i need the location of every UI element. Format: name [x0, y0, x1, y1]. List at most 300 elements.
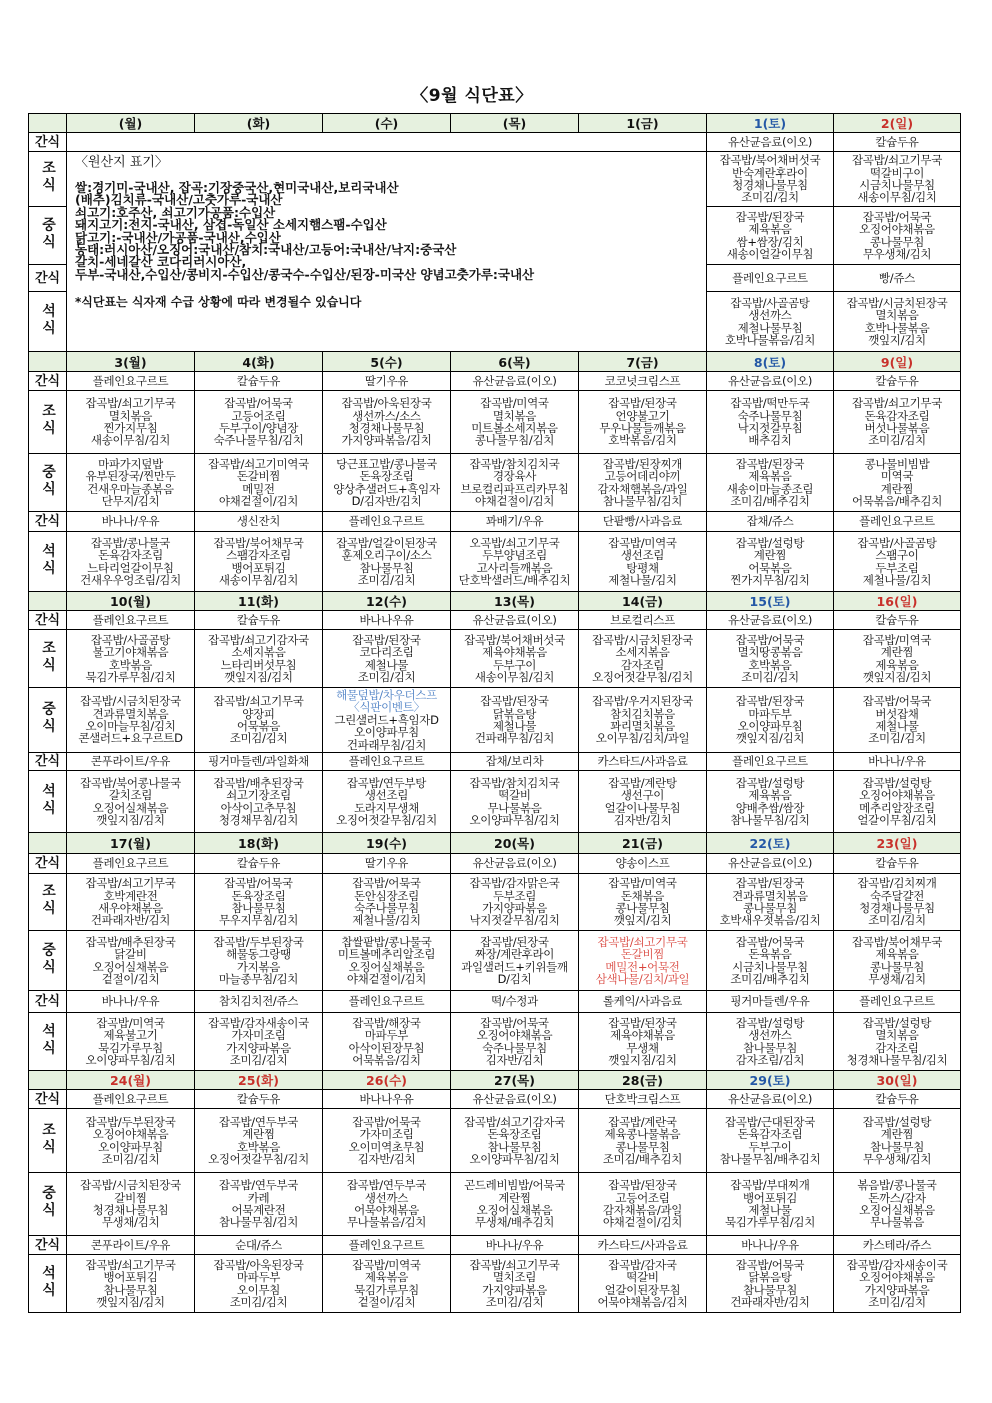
snack-cell	[67, 372, 195, 391]
menu-item: 호박나물볶음	[864, 320, 930, 335]
menu-item: 딸기우유	[364, 373, 409, 388]
menu-item: 콩나물무침	[869, 234, 925, 249]
menu-item: 새송이무침/김치	[857, 190, 937, 205]
menu-item: 뱅어포튀김	[103, 1270, 158, 1285]
dinner-cell	[834, 771, 961, 833]
day-label: 5(수)	[370, 354, 403, 370]
menu-item: 곤드레비빔밥/어묵국	[464, 1178, 565, 1193]
menu-item: 제육볶음	[748, 222, 792, 237]
menu-item: 스팸구이	[875, 548, 919, 563]
menu-item: 콩나물무침	[869, 959, 925, 974]
menu-item: 조미김/김치	[101, 1151, 160, 1166]
lunch-cell	[195, 454, 323, 512]
menu-item: 바나나/우유	[485, 1237, 544, 1252]
menu-item: 잡곡밥/참치김치국	[469, 775, 560, 790]
menu-item: 돈육감자조림	[98, 548, 163, 563]
menu-item: 카스타드/사과음료	[597, 1237, 688, 1252]
meal-row	[29, 1090, 961, 1109]
menu-item: 당근표고밥/콩나물국	[336, 456, 437, 471]
meal-label-snack	[29, 265, 67, 292]
meal-row	[29, 1236, 961, 1255]
snack-cell	[707, 133, 834, 152]
menu-item: 잡곡밥/참치김치국	[469, 456, 560, 471]
day-header	[67, 114, 195, 133]
lunch-cell	[834, 454, 961, 512]
meal-label-text: 조식	[40, 1121, 56, 1156]
menu-item: 무우생채/김치	[862, 1151, 932, 1166]
menu-item: 갈비찜	[114, 1190, 147, 1205]
menu-item: 마파두부	[748, 706, 792, 721]
day-label: 30(일)	[876, 1073, 918, 1088]
day-header	[834, 1071, 961, 1090]
snack-cell	[195, 611, 323, 630]
week-header-row	[29, 833, 961, 854]
header-corner	[29, 833, 67, 854]
day-header	[195, 833, 323, 854]
menu-item: 오이미역초무침	[348, 1139, 425, 1154]
menu-item: 무생채/김치	[101, 1215, 160, 1230]
menu-item: 잡곡밥/계란탕	[608, 775, 677, 790]
origin-notice-line: 돼지고기:전지-국내산, 삼겹-독일산 소세지햄스팸-수입산	[75, 217, 387, 233]
dinner-cell	[195, 1255, 323, 1313]
menu-item: 잡곡밥/감자맑은국	[469, 876, 560, 891]
menu-item: 어묵볶음/김치	[352, 1052, 421, 1067]
day-header	[579, 833, 707, 854]
menu-item: 낙지젓갈무침	[737, 421, 803, 435]
meal-label-text: 석식	[40, 782, 56, 817]
day-label: 22(토)	[749, 836, 791, 851]
breakfast-cell	[834, 391, 961, 454]
day-label: 13(목)	[494, 594, 535, 609]
breakfast-cell	[451, 630, 579, 688]
menu-item: 잡곡밥/된장국	[735, 694, 805, 709]
dinner-cell	[195, 1013, 323, 1071]
day-label: 28(금)	[622, 1073, 663, 1088]
menu-item: 잡곡밥/미역국	[608, 876, 677, 891]
lunch-cell	[834, 1173, 961, 1236]
meal-label-text: 조식	[40, 639, 56, 674]
menu-item: 콩나물무침/김치	[474, 433, 555, 448]
menu-item: 제철나물/김치	[862, 572, 932, 587]
menu-item: 청경채나물무침	[732, 178, 808, 192]
menu-item: 생선까스	[748, 1028, 792, 1043]
menu-item: 잡곡밥/설렁탕	[735, 535, 805, 550]
menu-item: 닭볶음탕	[492, 706, 537, 721]
menu-item: 건파래무침/김치	[474, 731, 555, 746]
meal-label-breakfast	[29, 1109, 67, 1173]
meal-row	[29, 771, 961, 833]
menu-item: 잡곡밥/쇠고기무국	[597, 934, 688, 949]
snack-cell	[323, 1236, 451, 1255]
breakfast-cell	[579, 391, 707, 454]
menu-item: 플레인요구르트	[859, 994, 935, 1009]
meal-label-lunch	[29, 931, 67, 991]
menu-item: 참나물무침	[487, 1139, 542, 1154]
lunch-cell	[323, 1173, 451, 1236]
lunch-cell	[707, 1173, 834, 1236]
meal-label-text: 석식	[40, 302, 56, 337]
snack-cell	[834, 1090, 961, 1109]
menu-item: 어묵야채볶음	[354, 1203, 419, 1217]
lunch-cell	[323, 688, 451, 753]
menu-item: 참나물무침	[869, 1139, 925, 1154]
breakfast-cell	[834, 630, 961, 688]
menu-item: 쇠고기장조림	[226, 788, 291, 803]
menu-item: 제철나물/김치	[352, 913, 421, 928]
meal-label-breakfast	[29, 630, 67, 688]
header-corner	[29, 352, 67, 372]
breakfast-cell	[707, 874, 834, 931]
menu-item: 제육볶음	[364, 1270, 409, 1285]
menu-item: 돈육장조림	[487, 1127, 542, 1142]
menu-item: 조미김/배추김치	[602, 1151, 683, 1166]
menu-item: 멸치볶음	[875, 1028, 919, 1043]
menu-item: 새우야채볶음	[98, 901, 163, 915]
menu-item: 잡곡밥/북어채버섯국	[719, 153, 821, 168]
menu-item: 새송이얼갈이무침	[726, 246, 814, 261]
meal-row	[29, 1173, 961, 1236]
menu-item: 김자반/김치	[357, 1151, 416, 1166]
menu-item: 잡곡밥/어묵국	[862, 694, 932, 709]
day-label: (월)	[118, 116, 143, 131]
menu-item: 새송이무침/김치	[90, 433, 171, 448]
menu-item: 시금치나물무침	[859, 178, 935, 192]
meal-label-snack	[29, 133, 67, 152]
menu-item: 잡곡밥/된장국	[735, 456, 805, 471]
meal-label-lunch	[29, 1173, 67, 1236]
menu-item: 버섯잡채	[875, 706, 919, 721]
snack-cell	[707, 512, 834, 532]
snack-cell	[707, 372, 834, 391]
meal-row	[29, 991, 961, 1013]
menu-item: 오징어젓갈무침/김치	[208, 1151, 309, 1166]
meal-label-text: 조식	[40, 883, 56, 917]
meal-label-text: 조식	[40, 403, 56, 437]
header-corner	[29, 592, 67, 611]
menu-item: 찐가지무침	[103, 421, 158, 435]
breakfast-cell	[834, 1109, 961, 1173]
menu-item: 유산균음료(이오)	[727, 1091, 813, 1106]
day-header	[451, 352, 579, 372]
snack-cell	[67, 1236, 195, 1255]
meal-row	[29, 611, 961, 630]
meal-label-text: 석식	[40, 542, 56, 577]
menu-item: 잡곡밥/근대된장국	[724, 1114, 816, 1129]
day-label: 23(일)	[876, 836, 918, 851]
day-header	[195, 352, 323, 372]
snack-cell	[67, 854, 195, 874]
menu-item: 제철나물무침	[737, 320, 803, 335]
menu-item: 유산균음료(이오)	[727, 612, 813, 627]
menu-item: 플레인요구르트	[92, 373, 169, 388]
week-header-row	[29, 592, 961, 611]
menu-item: 잡곡밥/설렁탕	[735, 1015, 805, 1030]
week-header-row	[29, 1071, 961, 1090]
menu-item: 볶음밥/콩나물국	[857, 1178, 937, 1193]
menu-item: 묵김가루무침/김치	[85, 669, 176, 684]
menu-item: 깻잎지짐/김치	[224, 669, 293, 684]
lunch-cell	[67, 454, 195, 512]
breakfast-cell	[323, 391, 451, 454]
day-header	[834, 592, 961, 611]
menu-item: 양장피	[242, 706, 275, 721]
day-header	[451, 833, 579, 854]
menu-item: 잡곡밥/쇠고기미역국	[208, 456, 309, 471]
lunch-cell	[323, 931, 451, 991]
lunch-cell	[707, 454, 834, 512]
menu-item: 제철나물	[364, 657, 409, 672]
menu-item: 어묵볶음/배추김치	[851, 493, 943, 508]
breakfast-cell	[195, 630, 323, 688]
origin-notice-heading: 〈원산지 표기〉	[75, 155, 168, 170]
menu-item: 고등어조림	[231, 408, 286, 423]
menu-item: 갈치조림	[108, 788, 153, 803]
menu-item: 잡곡밥/사골곰탕	[90, 632, 171, 647]
snack-cell	[579, 753, 707, 771]
breakfast-cell	[67, 630, 195, 688]
meal-label-dinner	[29, 1255, 67, 1313]
menu-item: 잡곡밥/설렁탕	[862, 1015, 932, 1030]
menu-item: 야채겉절이/김치	[602, 1215, 683, 1230]
menu-item: 두부구이/양념장	[218, 421, 299, 435]
snack-cell	[451, 1236, 579, 1255]
menu-item: 제육볶음	[875, 947, 919, 962]
menu-item: 감자채볶음/과일	[602, 1203, 683, 1217]
dinner-cell	[323, 771, 451, 833]
menu-item: 고등어조림	[615, 1190, 670, 1205]
menu-item: 닭볶음탕	[748, 1270, 792, 1285]
snack-cell	[195, 1090, 323, 1109]
day-header	[67, 592, 195, 611]
menu-item: 깻잎지/김치	[613, 913, 672, 928]
dinner-cell	[707, 1255, 834, 1313]
day-label: 7(금)	[626, 354, 659, 370]
menu-item: 제육불고기	[103, 1028, 158, 1043]
menu-item: 청경채나물무침	[859, 901, 935, 915]
menu-item: 잡곡밥/된장국	[480, 934, 549, 949]
header-corner	[29, 114, 67, 133]
menu-item: 잡곡밥/쇠고기무국	[469, 1257, 560, 1272]
menu-item: 느타리버섯무침	[220, 657, 297, 672]
menu-item: 마파두부	[364, 1028, 409, 1043]
header-corner	[29, 1071, 67, 1090]
menu-item: 잡곡밥/쇠고기무국	[85, 876, 176, 891]
menu-item: 멸치볶음	[108, 408, 153, 423]
meal-label-text: 중식	[40, 463, 56, 498]
menu-item: 브로컬리파프리카무침	[460, 481, 569, 496]
menu-item: 얼갈이된장무침	[604, 1282, 681, 1297]
menu-item: 칼슘두유	[875, 373, 919, 388]
breakfast-cell	[707, 1109, 834, 1173]
menu-item: 계란찜	[880, 1127, 914, 1142]
breakfast-cell	[707, 630, 834, 688]
day-header	[195, 1071, 323, 1090]
menu-item: 호박나물볶음/김치	[724, 332, 816, 347]
menu-item: 아삭이고추무침	[220, 800, 297, 815]
breakfast-cell	[195, 874, 323, 931]
dinner-cell	[323, 1013, 451, 1071]
menu-item: 잡곡밥/된장찌개	[602, 456, 683, 471]
menu-item: 잡곡밥/북어채버섯국	[464, 632, 565, 647]
menu-item: 무생채/김치	[868, 971, 926, 986]
menu-item: 호박볶음	[236, 1139, 281, 1154]
meal-label-text: 석식	[40, 1022, 56, 1057]
menu-item: 잡곡밥/된장국	[735, 209, 805, 224]
day-header	[323, 352, 451, 372]
menu-item: 떡/수정과	[491, 994, 538, 1009]
menu-item: 양송이스프	[615, 856, 670, 871]
meal-label-dinner	[29, 771, 67, 833]
snack-cell	[323, 512, 451, 532]
menu-item: 얼갈이나물무침	[604, 800, 681, 815]
menu-item: 순대/쥬스	[235, 1237, 282, 1252]
snack-cell	[67, 611, 195, 630]
menu-item: 무생채/배추김치	[474, 1215, 555, 1230]
snack-cell	[834, 372, 961, 391]
dinner-cell	[707, 771, 834, 833]
menu-item: 호박볶음	[108, 657, 153, 672]
snack-cell	[834, 1236, 961, 1255]
origin-notice-line: (배추)김치류-국내산/고춧가루-국내산	[75, 192, 283, 208]
snack-cell	[323, 854, 451, 874]
menu-item: 제철나물	[875, 719, 919, 733]
menu-item: 오징어실채볶음	[92, 959, 169, 974]
menu-item: 계란찜	[498, 1190, 531, 1205]
menu-item: 잡곡밥/우거지된장국	[592, 694, 693, 709]
menu-item: 두부구이	[748, 1139, 792, 1154]
day-header	[834, 114, 961, 133]
day-label: (목)	[502, 116, 527, 131]
menu-item: 가자미조림	[359, 1127, 414, 1142]
menu-item: 언양불고기	[615, 408, 670, 423]
day-label: 29(토)	[749, 1073, 791, 1088]
snack-cell	[323, 753, 451, 771]
menu-item: 잡곡밥/설렁탕	[735, 775, 805, 790]
day-header	[579, 114, 707, 133]
meal-label-text: 간식	[34, 1237, 61, 1253]
day-header	[67, 352, 195, 372]
menu-item: 콩나물무침	[615, 901, 670, 915]
menu-item: 청경채나물무침/김치	[846, 1052, 948, 1067]
menu-item: 겉절이/김치	[101, 971, 160, 986]
menu-item: 잡곡밥/설렁탕	[862, 1114, 932, 1129]
menu-item: 어묵볶음	[236, 719, 281, 733]
menu-item: 숙주나물무침	[354, 901, 419, 915]
lunch-cell	[707, 207, 834, 265]
meal-label-text: 중식	[40, 941, 56, 976]
day-label: (화)	[246, 116, 271, 131]
meal-label-text: 간식	[34, 134, 61, 150]
dinner-cell	[195, 532, 323, 592]
menu-item: 잡곡밥/된장국	[480, 694, 549, 709]
day-label: 24(월)	[110, 1073, 151, 1088]
meal-label-text: 간식	[34, 1091, 61, 1107]
meal-label-text: 간식	[34, 270, 61, 286]
menu-item: 플레인요구르트	[348, 1237, 425, 1252]
menu-item: 뱅어포튀김	[742, 1190, 798, 1205]
menu-item: 잡곡밥/사골곰탕	[730, 295, 810, 310]
menu-item: 플레인요구르트	[732, 270, 808, 285]
origin-notice-line: 쇠고기:호주산, 쇠고기가공품:수입산	[75, 204, 276, 220]
menu-item: 숙주나물무침/김치	[213, 433, 304, 448]
day-label: 14(금)	[622, 594, 663, 609]
meal-label-snack	[29, 1236, 67, 1255]
menu-item: 잡곡밥/설렁탕	[862, 775, 932, 790]
menu-item: 단호박크림스프	[604, 1091, 681, 1106]
snack-cell	[707, 611, 834, 630]
menu-item: 잡곡밥/어묵국	[352, 1114, 421, 1129]
day-header	[67, 1071, 195, 1090]
menu-item: 계란찜	[753, 548, 787, 563]
menu-item: 잡곡밥/된장국	[608, 1178, 677, 1193]
meal-label-snack	[29, 854, 67, 874]
menu-item: 멸치볶음	[492, 408, 537, 423]
menu-item: 새송이무침/김치	[218, 572, 299, 587]
menu-item: 잡곡밥/어묵국	[735, 934, 805, 949]
menu-item: 미트볼소세지볶음	[471, 421, 558, 435]
menu-item: 찐가지무침/김치	[730, 572, 810, 587]
menu-item: 참치김치볶음	[610, 706, 675, 721]
menu-item: 생선까스	[364, 1190, 409, 1205]
day-label: 4(화)	[242, 354, 275, 370]
meal-label-text: 석식	[40, 1264, 56, 1299]
menu-item: 잡곡밥/어묵국	[735, 1257, 805, 1272]
menu-item: 깻잎지짐/김치	[862, 669, 932, 684]
menu-item: 돈육장조림	[359, 469, 414, 484]
dinner-cell	[579, 771, 707, 833]
menu-item: 두부양념조림	[482, 548, 547, 563]
menu-item: 무우지무침/김치	[218, 913, 299, 928]
menu-item: 잡곡밥/어묵국	[352, 876, 421, 891]
menu-item: 마파두부	[236, 1270, 281, 1285]
menu-item: 불고기야채볶음	[92, 645, 169, 660]
menu-item: 어묵볶음	[748, 560, 792, 575]
menu-item: 오징어젓갈무침/김치	[592, 669, 693, 684]
menu-item: 빵/쥬스	[878, 270, 915, 285]
week-header-row	[29, 114, 961, 133]
lunch-cell	[67, 931, 195, 991]
menu-item: 칼슘두유	[875, 612, 919, 627]
menu-item: 깻잎지/김치	[868, 332, 926, 347]
menu-item: 얼갈이무침/김치	[857, 812, 937, 827]
lunch-cell	[579, 454, 707, 512]
menu-item: 떡갈비구이	[869, 165, 925, 180]
day-label: 26(수)	[366, 1073, 407, 1088]
menu-item: 낙지젓갈무침/김치	[469, 913, 560, 928]
day-header	[323, 1071, 451, 1090]
meal-row	[29, 874, 961, 931]
menu-item: 조미김/김치	[868, 433, 926, 448]
menu-item: 닭갈비	[114, 947, 147, 962]
menu-item: 견과류멸치볶음	[732, 888, 808, 903]
menu-item: 오곡밥/쇠고기무국	[469, 535, 560, 550]
menu-item: 메밀전	[242, 481, 275, 496]
menu-item: 조미김/배추김치	[730, 493, 810, 508]
menu-item: 잡곡밥/북어채무국	[851, 934, 943, 949]
page-title: 〈9월 식단표〉	[411, 86, 533, 106]
menu-item: 오이양파무침/김치	[469, 1151, 560, 1166]
day-header	[707, 352, 834, 372]
menu-item: 돈안심장조림	[354, 888, 419, 903]
day-header	[195, 114, 323, 133]
menu-item: 유산균음료(이오)	[727, 856, 813, 871]
origin-notice-line: 닭고기:-국내산/가공품-국내산,수입산	[75, 229, 281, 245]
menu-item: 플레인요구르트	[348, 514, 425, 529]
menu-item: 참나물무침/배추김치	[719, 1151, 821, 1166]
menu-item: 잡곡밥/미역국	[862, 632, 932, 647]
menu-item: 돈육감자조림	[864, 408, 930, 423]
menu-item: 떡갈비	[498, 788, 531, 803]
